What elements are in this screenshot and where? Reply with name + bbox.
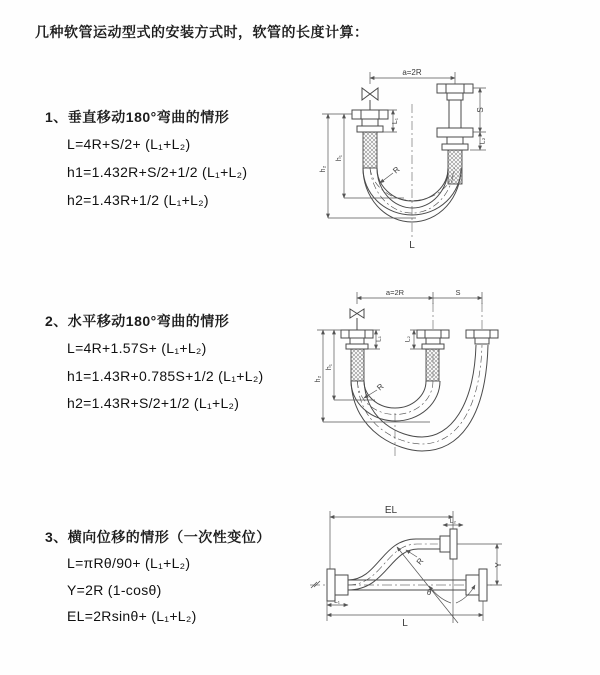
section1-formula-h2: h2=1.43R+1/2 (L₁+L₂) bbox=[67, 192, 209, 208]
valve-icon bbox=[362, 88, 378, 110]
dim-label-L2: L₂ bbox=[449, 518, 457, 525]
dim-label-a2R: a=2R bbox=[385, 288, 405, 297]
dim-label-L2: L₂ bbox=[479, 137, 487, 145]
flange-middle bbox=[417, 330, 449, 349]
braid-left bbox=[351, 349, 364, 381]
dim-label-R: R bbox=[414, 556, 426, 567]
dim-label-R: R bbox=[375, 381, 386, 393]
braid-middle bbox=[426, 349, 439, 381]
hose-s-curve bbox=[348, 539, 440, 590]
dim-label-EL: EL bbox=[384, 505, 398, 516]
flange-left bbox=[327, 569, 348, 601]
dim-label-R: R bbox=[391, 164, 402, 176]
section2-formula-h2: h2=1.43R+S/2+1/2 (L₁+L₂) bbox=[67, 395, 240, 411]
section2-heading: 2、水平移动180°弯曲的情形 bbox=[45, 313, 230, 329]
dim-label-L2: L₂ bbox=[404, 335, 412, 343]
section3-formula-EL: EL=2Rsinθ+ (L₁+L₂) bbox=[67, 608, 197, 624]
flange-right-upper bbox=[437, 84, 473, 128]
dim-label-h1: h₁ bbox=[326, 363, 333, 371]
break-mark bbox=[311, 581, 320, 588]
dim-label-h1: h₁ bbox=[336, 154, 343, 162]
dim-label-h2: h₂ bbox=[315, 375, 322, 383]
flange-right-lower bbox=[437, 128, 473, 150]
dim-label-a2R: a=2R bbox=[402, 68, 422, 77]
diagram-horizontal-180-bend bbox=[300, 285, 600, 470]
dim-label-L1: L₁ bbox=[375, 336, 383, 342]
flange-upper-displaced bbox=[440, 529, 457, 559]
flange-left bbox=[352, 110, 388, 132]
page-title: 几种软管运动型式的安装方式时，软管的长度计算： bbox=[35, 24, 369, 40]
braid-left bbox=[363, 132, 377, 168]
section2-formula-L: L=4R+1.57S+ (L₁+L₂) bbox=[67, 340, 207, 356]
braid-right bbox=[448, 150, 462, 184]
valve-icon bbox=[350, 309, 364, 330]
section3-heading: 3、横向位移的情形（一次性变位） bbox=[45, 529, 271, 545]
dim-label-L: L bbox=[402, 618, 408, 629]
diagram-lateral-displacement bbox=[300, 495, 600, 665]
section1-formula-L: L=4R+S/2+ (L₁+L₂) bbox=[67, 136, 191, 152]
dim-label-L: L bbox=[409, 240, 415, 251]
section3-formula-L: L=πRθ/90+ (L₁+L₂) bbox=[67, 555, 191, 571]
flange-right-moved bbox=[466, 330, 498, 344]
dim-label-h2: h₂ bbox=[320, 165, 327, 173]
dim-label-S: S bbox=[476, 107, 485, 113]
dim-label-Y: Y bbox=[494, 562, 503, 568]
dim-label-theta: θ bbox=[426, 588, 432, 597]
section3-formula-Y: Y=2R (1-cosθ) bbox=[67, 582, 162, 598]
dim-label-L1: L₁ bbox=[334, 598, 340, 605]
diagram-vertical-180-bend bbox=[300, 66, 590, 264]
flange-left bbox=[341, 330, 373, 349]
section1-formula-h1: h1=1.432R+S/2+1/2 (L₁+L₂) bbox=[67, 164, 248, 180]
dim-label-L1: L₁ bbox=[392, 117, 399, 125]
section2-formula-h1: h1=1.43R+0.785S+1/2 (L₁+L₂) bbox=[67, 368, 264, 384]
dim-R-arrow bbox=[406, 550, 417, 557]
dim-R-arrow bbox=[380, 173, 393, 183]
dim-label-S: S bbox=[455, 288, 461, 297]
dim-a2R bbox=[357, 292, 482, 304]
dim-EL bbox=[330, 511, 453, 569]
flange-right-original bbox=[466, 569, 487, 601]
section1-heading: 1、垂直移动180°弯曲的情形 bbox=[45, 109, 230, 125]
